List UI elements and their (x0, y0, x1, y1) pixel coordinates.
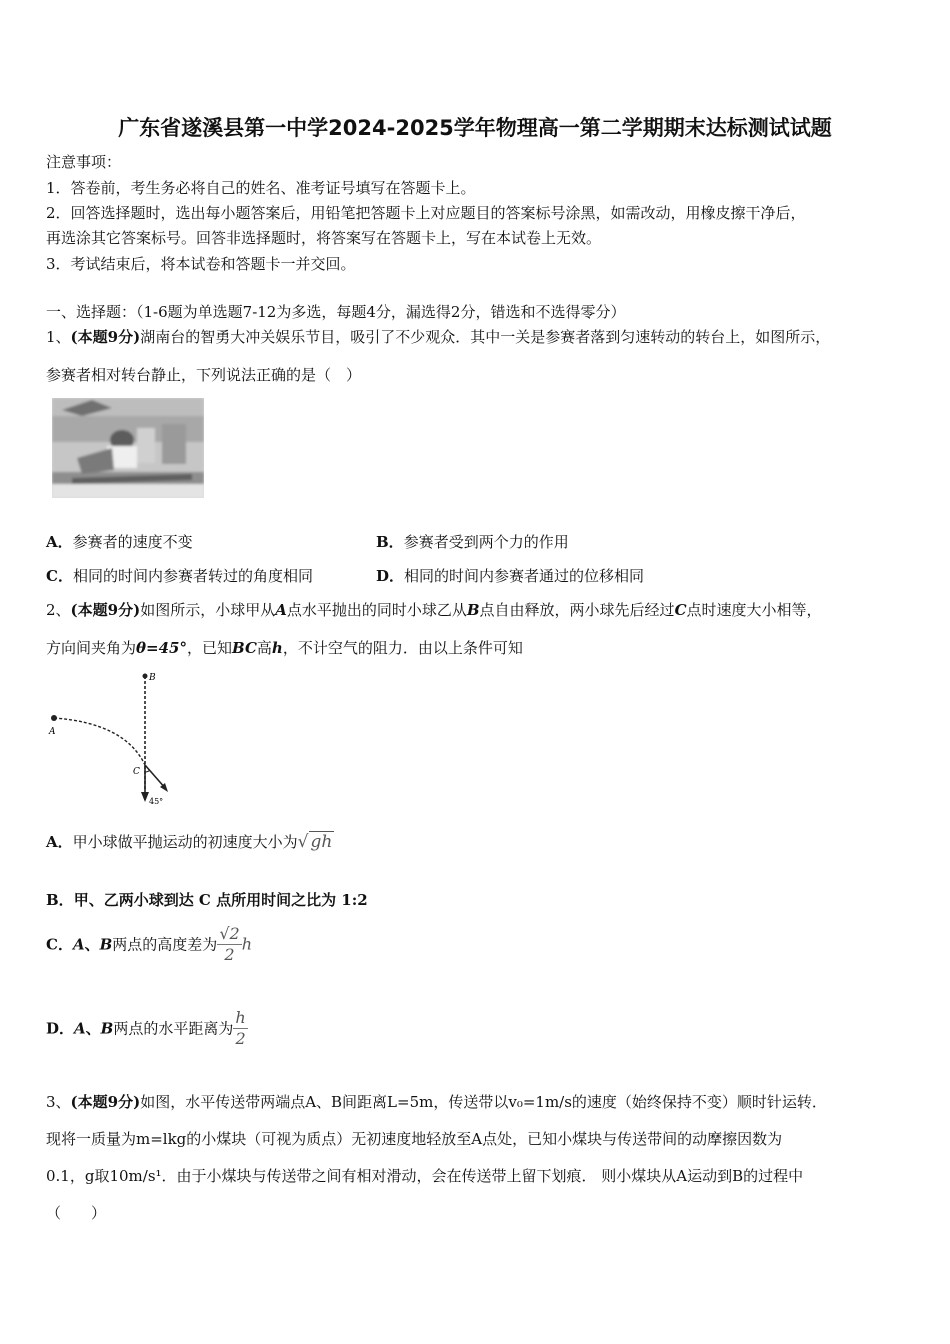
question-3-number: 3、 (46, 1093, 71, 1111)
question-2-option-a[interactable] (46, 832, 334, 852)
point-b-label: B (99, 935, 113, 954)
notice-item-3: 3．考试结束后，将本试卷和答题卡一并交回。 (46, 255, 356, 273)
option-label: D． (46, 1019, 75, 1038)
question-2-text: 高 (256, 639, 272, 657)
option-text: 两点的高度差为 (112, 935, 218, 954)
bc-label: BC (231, 639, 257, 657)
question-1-option-c[interactable] (46, 566, 313, 586)
point-b-label: B (466, 601, 480, 619)
question-2-option-b[interactable] (46, 890, 368, 910)
point-a-label: A (275, 601, 287, 619)
option-text: 相同的时间内参赛者转过的角度相同 (72, 567, 313, 585)
option-label: C． (46, 935, 73, 954)
option-label: B． (46, 891, 74, 909)
point-c-label: C (674, 601, 687, 619)
question-1-text-1: 湖南台的智勇大冲关娱乐节目，吸引了不少观众．其中一关是参赛者落到匀速转动的转台上，如图所示， (140, 328, 831, 346)
diagram-label-b: B (149, 673, 156, 683)
fraction-denominator: 2 (235, 1029, 246, 1048)
notice-heading: 注意事项： (46, 153, 122, 171)
sqrt-gh: √ gh (297, 832, 333, 852)
separator: 、 (85, 1019, 101, 1038)
option-text: 甲小球做平抛运动的初速度大小为 (72, 833, 298, 851)
sqrt-content: gh (310, 832, 333, 852)
h-label: h (271, 639, 283, 657)
option-label: A． (46, 833, 73, 851)
variable-h: h (241, 934, 252, 954)
option-text: 参赛者受到两个力的作用 (403, 533, 569, 551)
question-3-line-1 (46, 1092, 827, 1112)
fraction-sqrt2-over-2 (217, 924, 241, 965)
diagram-label-angle: 45° (149, 797, 164, 806)
question-2-option-d[interactable] (46, 1008, 248, 1049)
notice-item-2-cont: 再选涂其它答案标号。回答非选择题时，将答案写在答题卡上，写在本试卷上无效。 (46, 229, 602, 247)
question-1-option-b[interactable] (376, 532, 569, 552)
point-a-label: A (74, 1019, 86, 1038)
option-text: 相同的时间内参赛者通过的位移相同 (404, 567, 645, 585)
question-2-score: (本题9分) (70, 601, 141, 619)
section-heading: 一、选择题：（1-6题为单选题7-12为多选，每题4分，漏选得2分，错选和不选得零分） (46, 303, 626, 321)
notice-item-1: 1．答卷前，考生务必将自己的姓名、准考证号填写在答题卡上。 (46, 179, 476, 197)
question-2-number: 2、 (46, 601, 71, 619)
question-2-option-c[interactable] (46, 924, 252, 965)
option-label: C． (46, 567, 73, 585)
theta-value: θ=45° (136, 639, 187, 657)
question-3-text-3: 0.1，g取10m/s¹．由于小煤块与传送带之间有相对滑动，会在传送带上留下划痕． 则小煤块从A运动到B的过程中 (46, 1167, 804, 1185)
option-text: 甲、乙两小球到达 C 点所用时间之比为 1:2 (73, 891, 368, 909)
question-2-line-1 (46, 600, 822, 620)
page-title: 广东省遂溪县第一中学2024-2025学年物理高一第二学期期末达标测试试题 (118, 116, 832, 140)
fraction-denominator: 2 (224, 945, 235, 964)
question-2-text: ，不计空气的阻力．由以上条件可知 (282, 639, 523, 657)
question-3-score: (本题9分) (70, 1093, 141, 1111)
question-1-score: (本题9分) (70, 328, 141, 346)
question-2-text: 点自由释放，两小球先后经过 (479, 601, 675, 619)
question-1-text-2: 参赛者相对转台静止，下列说法正确的是（ ） (46, 366, 362, 384)
arrow-head-down (141, 792, 149, 802)
option-label: B． (376, 533, 404, 551)
fraction-numerator: h (235, 1008, 246, 1027)
question-1-line-1 (46, 327, 830, 347)
question-2-line-2 (46, 638, 523, 658)
trajectory-curve (54, 718, 145, 765)
question-2-text: ，已知 (186, 639, 232, 657)
projectile-diagram (40, 668, 180, 808)
diagram-label-c: C (133, 767, 140, 777)
question-1-number: 1、 (46, 328, 71, 346)
question-2-text: 点水平抛出的同时小球乙从 (286, 601, 467, 619)
question-2-text: 点时速度大小相等， (686, 601, 822, 619)
question-3-answer-blank: （ ） (46, 1204, 107, 1222)
option-text: 两点的水平距离为 (113, 1019, 234, 1038)
fraction-numerator: √2 (219, 924, 240, 943)
question-3-text-2: 现将一质量为m=lkg的小煤块（可视为质点）无初速度地轻放至A点处，已知小煤块与传送带间的动摩擦因数为 (46, 1130, 783, 1148)
separator: 、 (84, 935, 100, 954)
option-text: 参赛者的速度不变 (72, 533, 193, 551)
point-b-label: B (100, 1019, 114, 1038)
question-2-text: 方向间夹角为 (46, 639, 137, 657)
turntable-photo (52, 398, 204, 498)
question-1-option-a[interactable] (46, 532, 193, 552)
diagram-label-a: A (49, 727, 56, 737)
notice-item-2: 2．回答选择题时，选出每小题答案后，用铅笔把答题卡上对应题目的答案标号涂黑，如需改动，用橡皮擦干净后， (46, 204, 806, 222)
point-a-label: A (72, 935, 85, 954)
question-1-option-d[interactable] (376, 566, 644, 586)
question-2-text: 如图所示，小球甲从 (140, 601, 276, 619)
point-b-dot (143, 674, 148, 679)
option-label: A． (46, 533, 73, 551)
option-label: D． (376, 567, 405, 585)
fraction-h-over-2 (233, 1008, 247, 1049)
question-3-text-1: 如图，水平传送带两端点A、B间距离L=5m，传送带以v₀=1m/s的速度（始终保持不变）顺时针运转． (140, 1093, 827, 1111)
